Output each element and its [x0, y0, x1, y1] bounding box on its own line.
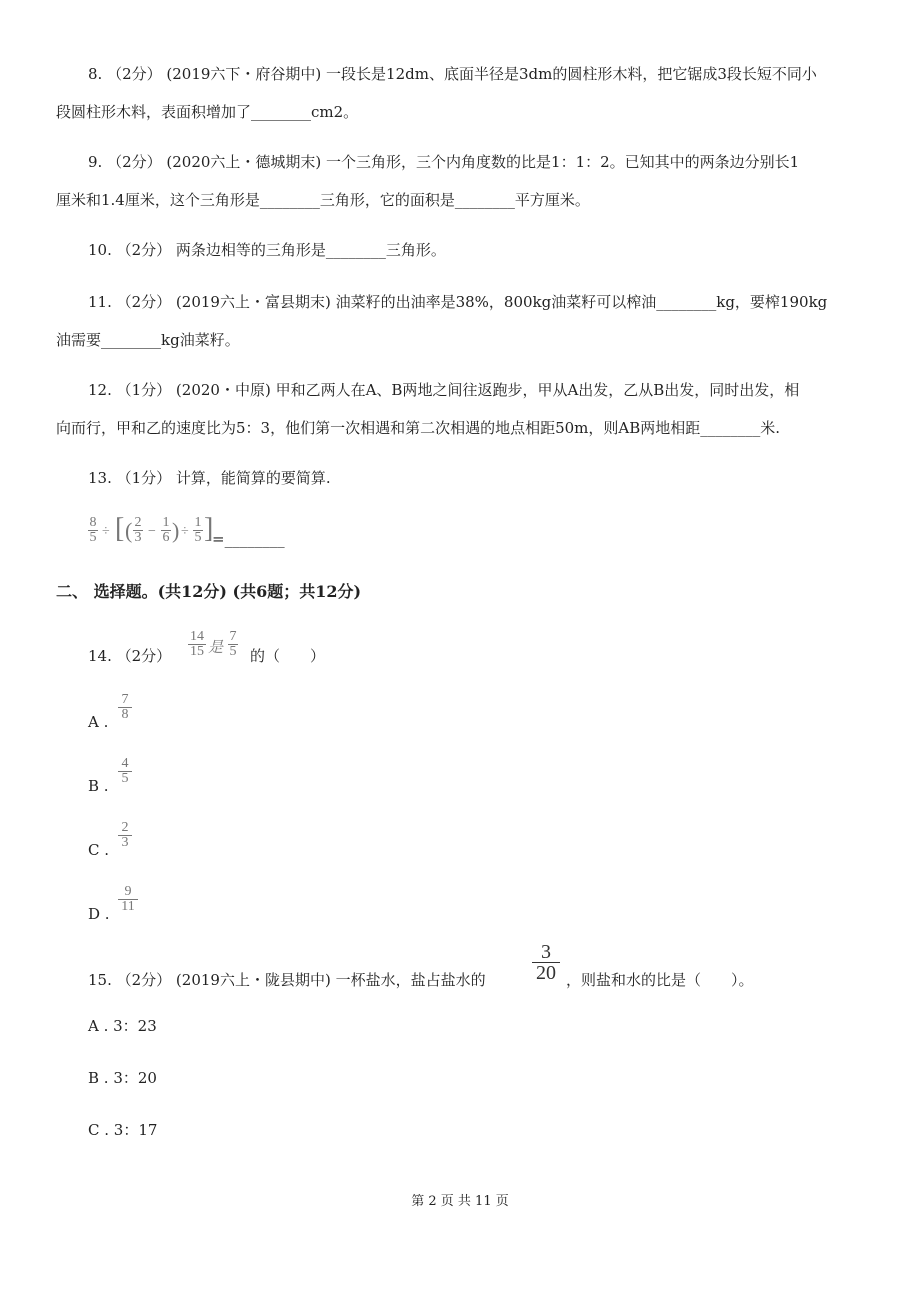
fraction-b: 2 3 — [134, 515, 142, 545]
section-2-title: 二、 选择题。(共12分) (共6题；共12分) — [56, 582, 362, 601]
q14-shi: 是 — [208, 638, 224, 656]
question-14-prefix: 14. （2分） — [88, 647, 172, 665]
question-12-line-1: 12. （1分） (2020・中原) 甲和乙两人在A、B两地之间往返跑步，甲从A出发，乙从B出发，同时出发，相 — [88, 381, 800, 399]
fraction-d: 1 5 — [194, 515, 202, 545]
q15-fraction: 3 20 — [532, 942, 560, 983]
question-9-line-2: 厘米和1.4厘米，这个三角形是________三角形，它的面积是________平方厘米。 — [56, 191, 590, 209]
q14-fraction-2: 7 5 — [229, 629, 237, 659]
document-page: 8. （2分） (2019六下・府谷期中) 一段长是12dm、底面半径是3dm的圆柱形木料，把它锯成3段长短不同小 段圆柱形木料，表面积增加了________cm2。 9. （2分） (2020六上・德城期末) 一个三角形，三个内角度数的比是1：1：2。已知其中的两条边分别长1 厘米和1.4厘米，这个三角形是________三角形，它的面积是________平方厘米。 10. （2分） 两条边相等的三角形是________三角形。 11. （2分） (2019六上・富县期末) 油菜籽的出油率是38%，800kg油菜籽可以榨油________kg，要榨190kg 油需要________kg油菜籽。 12. （1分） (2020・中原) 甲和乙两人在A、B两地之间往返跑步，甲从A出发，乙从B出发，同时出发，相 向而行，甲和乙的速度比为5：3，他们第一次相遇和第二次相遇的地点相距50m，则AB两地相距________米. 13. （1分） 计算，能简算的要简算. 8 5 ÷ [ ( 2 3 − 1 6 ) ÷ 1 5 ] =________ 二、 选择题。(共12分) (共6题；共12分) 14. （2分） 14 15 是 7 5 的（ ） A . 7 8 B . 4 5 C . 2 3 D . 9 11 15. （2分） (2019六上・陇县期中) 一杯盐水，盐占盐水的 3 20 ，则盐和水的比是（ ）。 A . 3：23 B . 3：20 C . 3：17 第 2 页 共 11 页 — [0, 0, 920, 1302]
question-13: 13. （1分） 计算，能简算的要简算. — [88, 469, 331, 487]
fraction-a: 8 5 — [89, 515, 97, 545]
q14-option-d-fraction: 9 11 — [118, 885, 138, 914]
q14-fraction-1: 14 15 — [190, 629, 204, 659]
q14-option-c-label[interactable]: C . — [88, 841, 110, 859]
q15-option-b[interactable]: B . 3：20 — [88, 1069, 157, 1087]
question-15-suffix: ，则盐和水的比是（ ）。 — [566, 971, 754, 989]
question-11-line-1: 11. （2分） (2019六上・富县期末) 油菜籽的出油率是38%，800kg油菜籽可以榨油________kg，要榨190kg — [88, 293, 828, 311]
question-8-line-2: 段圆柱形木料，表面积增加了________cm2。 — [56, 103, 359, 121]
question-10: 10. （2分） 两条边相等的三角形是________三角形。 — [88, 241, 446, 259]
q14-option-b-label[interactable]: B . — [88, 777, 109, 795]
q14-option-a-fraction: 7 8 — [118, 693, 132, 722]
page-footer: 第 2 页 共 11 页 — [411, 1194, 509, 1209]
q14-option-c-fraction: 2 3 — [118, 821, 132, 850]
question-12-line-2: 向而行，甲和乙的速度比为5：3，他们第一次相遇和第二次相遇的地点相距50m，则AB两地相距________米. — [56, 419, 781, 437]
q14-option-b-fraction: 4 5 — [118, 757, 132, 786]
fraction-c: 1 6 — [162, 515, 170, 545]
q15-option-a[interactable]: A . 3：23 — [88, 1017, 157, 1035]
question-15-prefix: 15. （2分） (2019六上・陇县期中) 一杯盐水，盐占盐水的 — [88, 971, 486, 989]
question-9-line-1: 9. （2分） (2020六上・德城期末) 一个三角形，三个内角度数的比是1：1：2。已知其中的两条边分别长1 — [88, 153, 800, 171]
q15-option-c[interactable]: C . 3：17 — [88, 1121, 158, 1139]
question-11-line-2: 油需要________kg油菜籽。 — [56, 331, 240, 349]
question-8-line-1: 8. （2分） (2019六下・府谷期中) 一段长是12dm、底面半径是3dm的圆柱形木料，把它锯成3段长短不同小 — [88, 65, 817, 83]
q14-option-d-label[interactable]: D . — [88, 905, 110, 923]
question-14-suffix: 的（ ） — [250, 647, 326, 665]
q14-option-a-label[interactable]: A . — [88, 713, 109, 731]
